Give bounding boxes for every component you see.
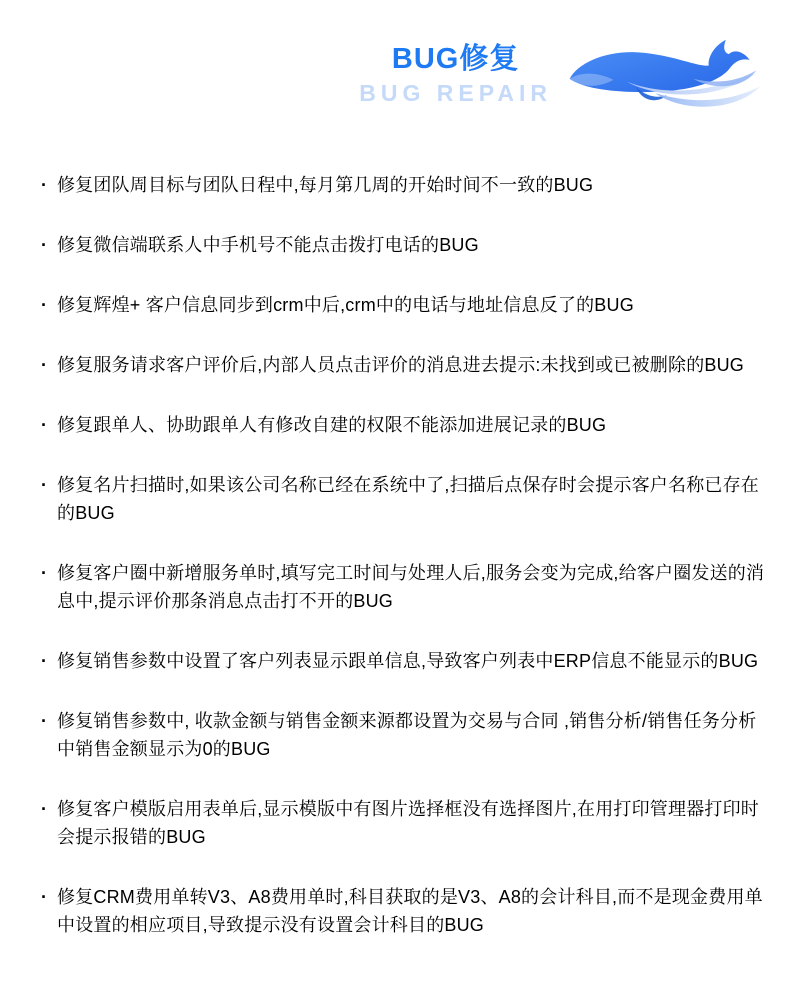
list-item (40, 559, 772, 615)
list-item (40, 883, 772, 939)
bullet-dot: · (41, 651, 48, 671)
list-item (40, 795, 772, 851)
page (0, 34, 800, 995)
bug-item-text: 修复客户模版启用表单后,显示模版中有图片选择框没有选择图片,在用打印管理器打印时会提示报错的BUG (57, 799, 759, 847)
logo-text-block (359, 43, 552, 110)
bug-item-text: 修复团队周目标与团队日程中,每月第几周的开始时间不一致的BUG (57, 175, 594, 195)
list-item (40, 231, 772, 259)
list-item (40, 471, 772, 527)
bullet-dot: · (41, 475, 48, 495)
bullet-dot: · (41, 887, 48, 907)
bullet-dot: · (41, 175, 48, 195)
bullet-dot: · (41, 355, 48, 375)
page-title: BUG修复 (391, 43, 520, 76)
bullet-dot: · (41, 799, 48, 819)
bug-list (40, 171, 772, 939)
bullet-dot: · (41, 711, 48, 731)
whale-icon (562, 34, 762, 120)
page-subtitle: BUG REPAIR (359, 79, 552, 106)
list-item (40, 411, 772, 439)
list-item (40, 171, 772, 199)
bug-item-text: 修复客户圈中新增服务单时,填写完工时间与处理人后,服务会变为完成,给客户圈发送的消息中,提示评价那条消息点击打不开的BUG (57, 563, 765, 611)
bullet-dot: · (41, 295, 48, 315)
bug-item-text: 修复名片扫描时,如果该公司名称已经在系统中了,扫描后点保存时会提示客户名称已存在的BUG (57, 475, 759, 523)
list-item (40, 351, 772, 379)
bug-item-text: 修复微信端联系人中手机号不能点击拨打电话的BUG (57, 235, 479, 255)
bug-item-text: 修复销售参数中, 收款金额与销售金额来源都设置为交易与合同 ,销售分析/销售任务分析中销售金额显示为0的BUG (57, 711, 757, 759)
bug-item-text: 修复服务请求客户评价后,内部人员点击评价的消息进去提示:未找到或已被删除的BUG (57, 355, 745, 375)
list-item (40, 647, 772, 675)
header (359, 34, 762, 120)
bullet-dot: · (41, 235, 48, 255)
list-item (40, 291, 772, 319)
bug-item-text: 修复销售参数中设置了客户列表显示跟单信息,导致客户列表中ERP信息不能显示的BUG (57, 651, 759, 671)
list-item (40, 707, 772, 763)
bullet-dot: · (41, 415, 48, 435)
bug-item-text: 修复CRM费用单转V3、A8费用单时,科目获取的是V3、A8的会计科目,而不是现金费用单中设置的相应项目,导致提示没有设置会计科目的BUG (57, 887, 763, 935)
bug-item-text: 修复跟单人、协助跟单人有修改自建的权限不能添加进展记录的BUG (57, 415, 607, 435)
bullet-dot: · (41, 563, 48, 583)
bug-item-text: 修复辉煌+ 客户信息同步到crm中后,crm中的电话与地址信息反了的BUG (57, 295, 634, 315)
